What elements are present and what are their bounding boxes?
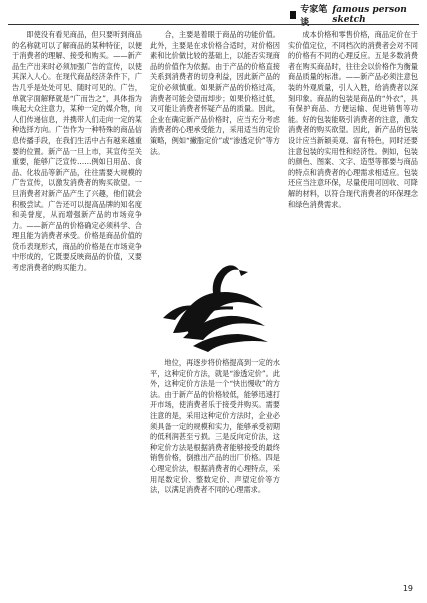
header-rule <box>8 24 419 25</box>
header-title-cn: 专家笔谈 <box>300 5 328 28</box>
column-2-bottom-text: 地位，再逐步将价格提高到一定的水平，这种定价方法，就是“渗透定价”。此外，这种定价方法是一个“快出慢收”的方法。由于新产品的价格较低，能够迅速打开市场，使消费者乐于接受并购买。需要注意的是，采用这种定价方法时，企业必须具备一定的规模和实力，能够承受初期的低利润甚至亏损。三是反向定价法，这种定价方法是根据消费者能够接受的最终销售价格，倒推出产品的出厂价格。四是心理定价法，根据消费者的心理特点，采用尾数定价、整数定价、声望定价等方法，以满足消费者不同的心理需求。 <box>150 358 280 495</box>
column-3-text: 成本价格和零售价格，商品定价在于实价值定位，不同档次的消费者会对不同的价格有不同的心理反应。五是多数消费者在购买商品时，往往会以价格作为衡量商品质量的标准。——新产品必须注意包装的外观质量，引人入胜，给消费者以深刻印象。商品的包装是商品的“外衣”，具有保护商品、方便运输、促进销售等功能。好的包装能吸引消费者的注意，激发消费者的购买欲望。因此，新产品的包装设计应当新颖美观、富有特色，同时还要注意包装的实用性和经济性。例如，包装的颜色、图案、文字、造型等都要与商品的特点和消费者的心理需求相适应。包装还应当注意环保，尽量使用可回收、可降解的材料，以符合现代消费者的环保理念和绿色消费需求。 <box>288 30 418 209</box>
text-column-1 <box>12 30 142 580</box>
text-column-2-bottom <box>150 358 280 580</box>
page-number: 19 <box>402 584 413 593</box>
header-title-en: famous person sketch <box>332 5 407 25</box>
zebra-swan-illustration <box>153 258 278 356</box>
text-column-2-top <box>150 30 280 255</box>
header-square-icon <box>290 11 296 19</box>
section-header <box>290 5 419 28</box>
column-2-top-text: 合，主要是着眼于商品的功能价值。此外，主要是在求价格合适时，对价格因素和比价做比较的基础上，以能否实现商品的价值作为依据。由于产品的价格直接关系到消费者的切身利益，因此新产品的定价必须慎重。如果新产品的价格过高，消费者可能会望而却步；如果价格过低，又可能让消费者怀疑产品的质量。因此，企业在确定新产品价格时，应当充分考虑消费者的心理承受能力，采用适当的定价策略，例如“撇脂定价”或“渗透定价”等方法。 <box>150 30 280 156</box>
text-column-3 <box>288 30 418 580</box>
column-1-text: 即使没有看见商品，但只要听到商品的名称就可以了解商品的某种特征，以便于消费者的理解、接受和购买。——新产品生产出来时必须加强广告的宣传，以使其深入人心。在现代商品经济条件下，广告几乎是处处可见、随时可见的。广告，单就字面解释就是“广而告之”，具体指为唤起大众注意力，某种一定的媒介物，向人们传递信息，并携带人们走向一定的某种选择方向。广告作为一种特殊的商品信息传播手段，在我们生活中占有越来越重要的位置。新产品一旦上市，其宣传至关重要，能够广泛宣传……例如日用品、食品、化妆品等新产品，往往需要大规模的广告宣传，以激发消费者的购买欲望。一旦消费者对新产品产生了兴趣，他们就会积极尝试。广告还可以提高品牌的知名度和美誉度，从而增强新产品的市场竞争力。——新产品的价格确定必须科学、合理且能为消费者承受。价格是商品价值的货币表现形式，商品的价格是在市场竞争中形成的，它既要反映商品的价值，又要考虑消费者的购买能力。 <box>12 30 142 273</box>
